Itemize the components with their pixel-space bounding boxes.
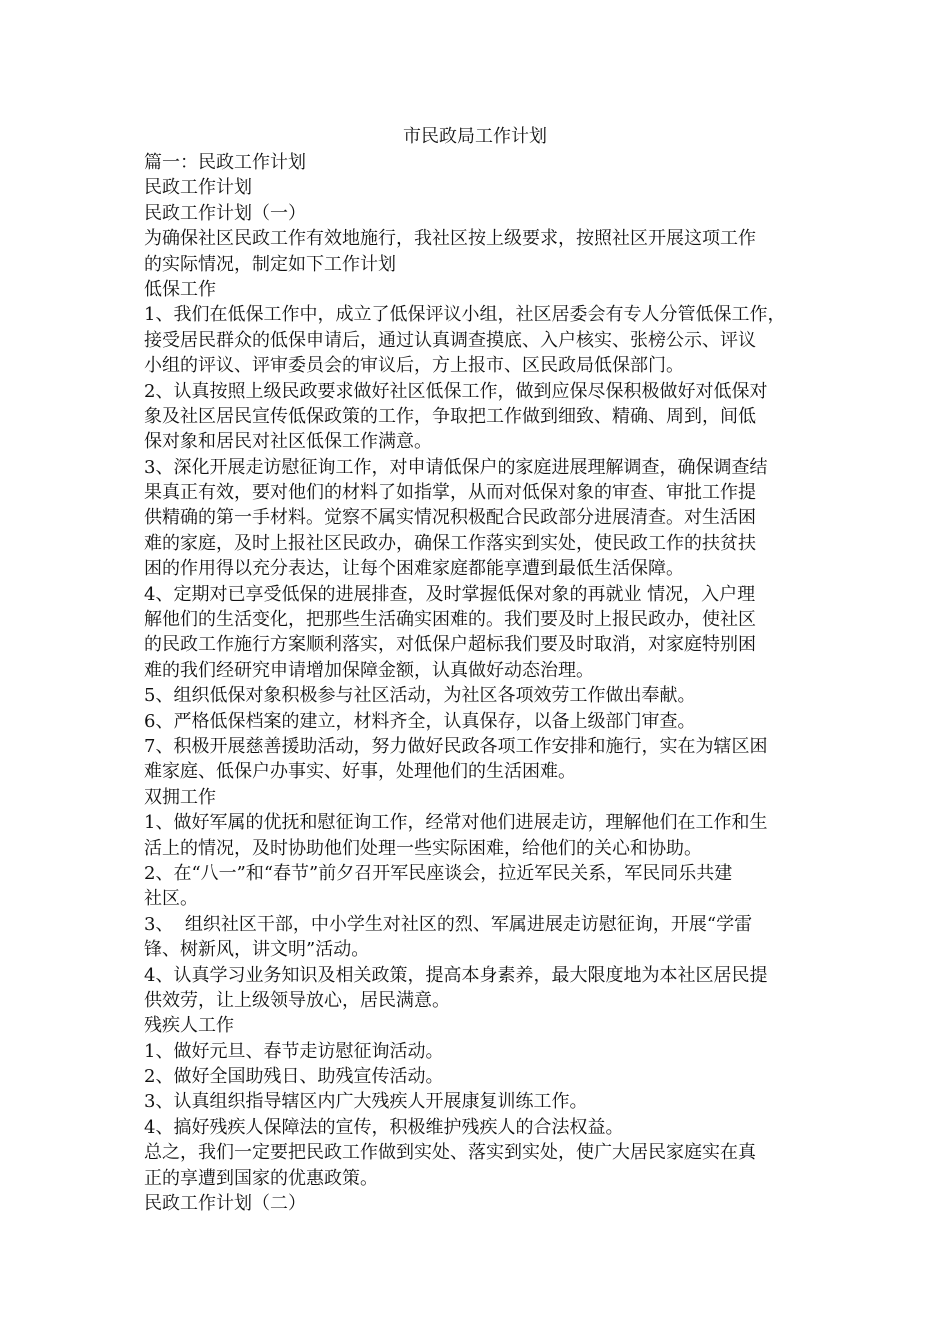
document-title: 市民政局工作计划: [403, 126, 547, 147]
text-line: 解他们的生活变化，把那些生活确实困难的。我们要及时上报民政办，使社区: [144, 609, 756, 631]
text-line: 3、 组织社区干部，中小学生对社区的烈、军属进展走访慰征询，开展“学雷: [144, 913, 753, 935]
text-line: 接受居民群众的低保申请后，通过认真调查摸底、入户核实、张榜公示、评议: [144, 329, 756, 351]
text-line: 民政工作计划: [144, 177, 252, 199]
text-line: 1、我们在低保工作中，成立了低保评议小组，社区居委会有专人分管低保工作，: [144, 304, 786, 326]
text-line: 正的享遭到国家的优惠政策。: [144, 1167, 378, 1189]
text-line: 总之，我们一定要把民政工作做到实处、落实到实处，使广大居民家庭实在真: [144, 1142, 756, 1164]
text-line: 锋、树新风，讲文明”活动。: [144, 939, 370, 961]
text-line: 为确保社区民政工作有效地施行，我社区按上级要求，按照社区开展这项工作: [144, 228, 756, 250]
text-line: 3、深化开展走访慰征询工作，对申请低保户的家庭进展理解调查，确保调查结: [144, 456, 768, 478]
text-line: 供效劳，让上级领导放心，居民满意。: [144, 989, 450, 1011]
text-line: 2、认真按照上级民政要求做好社区低保工作，做到应保尽保积极做好对低保对: [144, 380, 768, 402]
text-line: 篇一：民政工作计划: [144, 152, 306, 173]
text-line: 民政工作计划（二）: [144, 1193, 306, 1215]
text-line: 难的家庭，及时上报社区民政办，确保工作落实到实处，使民政工作的扶贫扶: [144, 532, 756, 554]
text-line: 4、定期对已享受低保的进展排查，及时掌握低保对象的再就业 情况，入户理: [144, 583, 756, 605]
text-line: 双拥工作: [144, 786, 216, 808]
document-body: [144, 150, 824, 1216]
text-line: 2、在“八一”和“春节”前夕召开军民座谈会，拉近军民关系，军民同乐共建: [144, 862, 733, 884]
text-line: 果真正有效，要对他们的材料了如指掌，从而对低保对象的审查、审批工作提: [144, 482, 756, 504]
text-line: 难家庭、低保户办事实、好事，处理他们的生活困难。: [144, 761, 576, 783]
text-line: 保对象和居民对社区低保工作满意。: [144, 431, 432, 453]
text-line: 难的我们经研究申请增加保障金额，认真做好动态治理。: [144, 659, 594, 681]
text-line: 2、做好全国助残日、助残宣传活动。: [144, 1066, 444, 1088]
text-line: 1、做好元旦、春节走访慰征询活动。: [144, 1040, 444, 1062]
text-line: 4、搞好残疾人保障法的宣传，积极维护残疾人的合法权益。: [144, 1116, 624, 1138]
text-line: 低保工作: [144, 278, 216, 300]
text-line: 的民政工作施行方案顺利落实，对低保户超标我们要及时取消，对家庭特别困: [144, 634, 756, 656]
text-line: 残疾人工作: [144, 1015, 234, 1037]
text-line: 的实际情况，制定如下工作计划: [144, 253, 396, 275]
text-line: 小组的评议、评审委员会的审议后，方上报市、区民政局低保部门。: [144, 355, 684, 377]
text-line: 活上的情况，及时协助他们处理一些实际困难，给他们的关心和协助。: [144, 837, 702, 859]
text-line: 3、认真组织指导辖区内广大残疾人开展康复训练工作。: [144, 1091, 588, 1113]
text-line: 4、认真学习业务知识及相关政策，提高本身素养，最大限度地为本社区居民提: [144, 964, 768, 986]
text-line: 1、做好军属的优抚和慰征询工作，经常对他们进展走访，理解他们在工作和生: [144, 812, 768, 834]
text-line: 困的作用得以充分表达，让每个困难家庭都能享遭到最低生活保障。: [144, 558, 684, 580]
text-line: 7、积极开展慈善援助活动，努力做好民政各项工作安排和施行，实在为辖区困: [144, 735, 768, 757]
text-line: 社区。: [144, 888, 198, 910]
text-line: 5、组织低保对象积极参与社区活动，为社区各项效劳工作做出奉献。: [144, 685, 696, 707]
text-line: 象及社区居民宣传低保政策的工作，争取把工作做到细致、精确、周到，间低: [144, 405, 756, 427]
text-line: 民政工作计划（一）: [144, 202, 306, 224]
text-line: 6、严格低保档案的建立，材料齐全，认真保存，以备上级部门审查。: [144, 710, 696, 732]
text-line: 供精确的第一手材料。觉察不属实情况积极配合民政部分进展清查。对生活困: [144, 507, 756, 529]
